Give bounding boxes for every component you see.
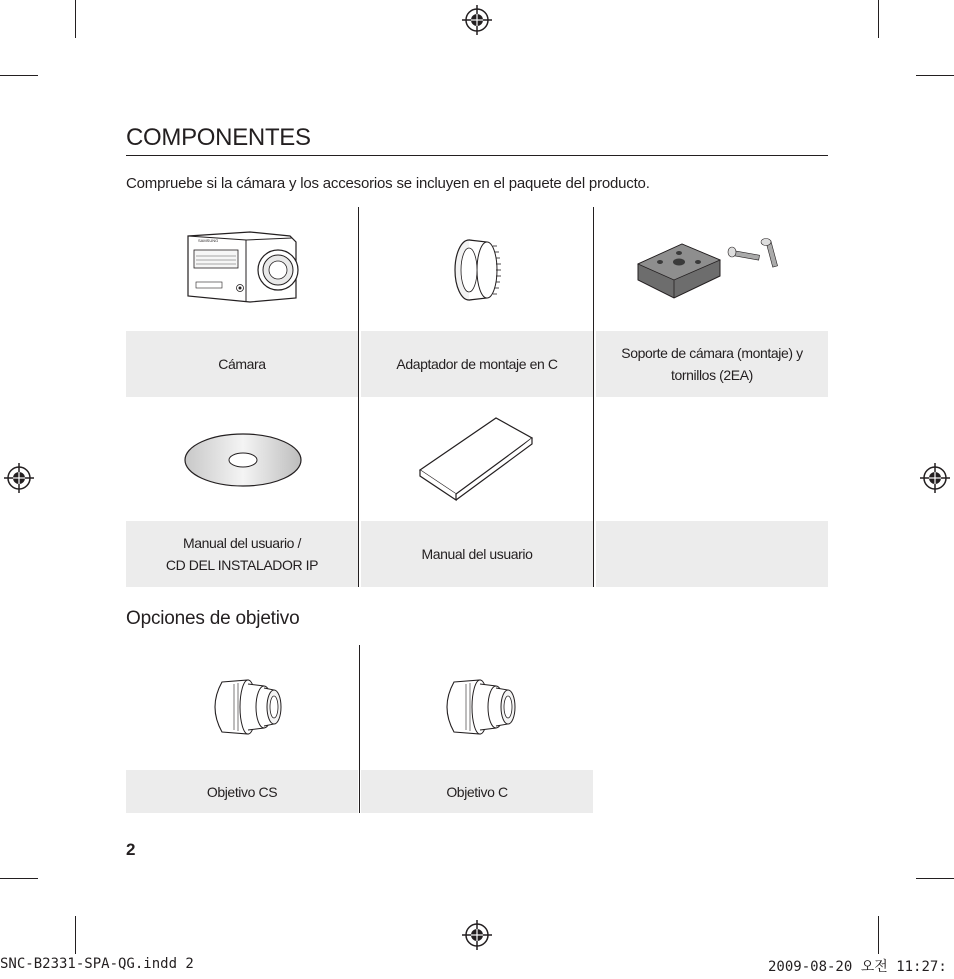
camera-brand-text: SAMSUNG: [198, 238, 219, 243]
intro-text: Compruebe si la cámara y los accesorios se incluyen en el paquete del producto.: [126, 175, 650, 192]
registration-mark-icon: [920, 463, 950, 493]
label-cell-bg: [596, 521, 828, 587]
cs-lens-icon: [206, 678, 284, 736]
component-label-camera: Cámara: [218, 356, 266, 372]
component-label-manual: Manual del usuario: [421, 546, 533, 562]
registration-mark-icon: [462, 920, 492, 950]
crop-mark: [916, 75, 954, 76]
column-divider: [593, 207, 594, 587]
registration-mark-icon: [4, 463, 34, 493]
column-divider: [358, 207, 359, 587]
lens-options-heading: Opciones de objetivo: [126, 608, 300, 629]
title-rule: [126, 155, 828, 156]
page-number: 2: [126, 840, 136, 859]
crop-mark: [916, 878, 954, 879]
manual-book-icon: [416, 416, 536, 504]
lens-label-c: Objetivo C: [446, 783, 508, 800]
component-label-camera-mount: Soporte de cámara (montaje) y tornillos (2EA): [621, 345, 803, 383]
crop-mark: [75, 916, 76, 954]
column-divider: [359, 645, 360, 813]
crop-mark: [878, 916, 879, 954]
component-label-c-mount-adapter: Adaptador de montaje en C: [396, 356, 558, 372]
c-mount-adapter-icon: [447, 236, 507, 304]
page-title: COMPONENTES: [126, 124, 311, 151]
component-label-cd: Manual del usuario / CD DEL INSTALADOR IP: [165, 535, 319, 573]
footer-file-info: SNC-B2331-SPA-QG.indd 2: [0, 956, 194, 972]
crop-mark: [75, 0, 76, 38]
camera-icon: [180, 226, 305, 306]
cd-icon: [183, 432, 303, 488]
crop-mark: [878, 0, 879, 38]
camera-mount-screws-icon: [632, 232, 782, 302]
footer-timestamp: 2009-08-20 오전 11:27:: [768, 959, 947, 975]
registration-mark-icon: [462, 5, 492, 35]
crop-mark: [0, 75, 38, 76]
c-lens-icon: [438, 678, 518, 736]
crop-mark: [0, 878, 38, 879]
lens-label-cs: Objetivo CS: [206, 783, 278, 800]
